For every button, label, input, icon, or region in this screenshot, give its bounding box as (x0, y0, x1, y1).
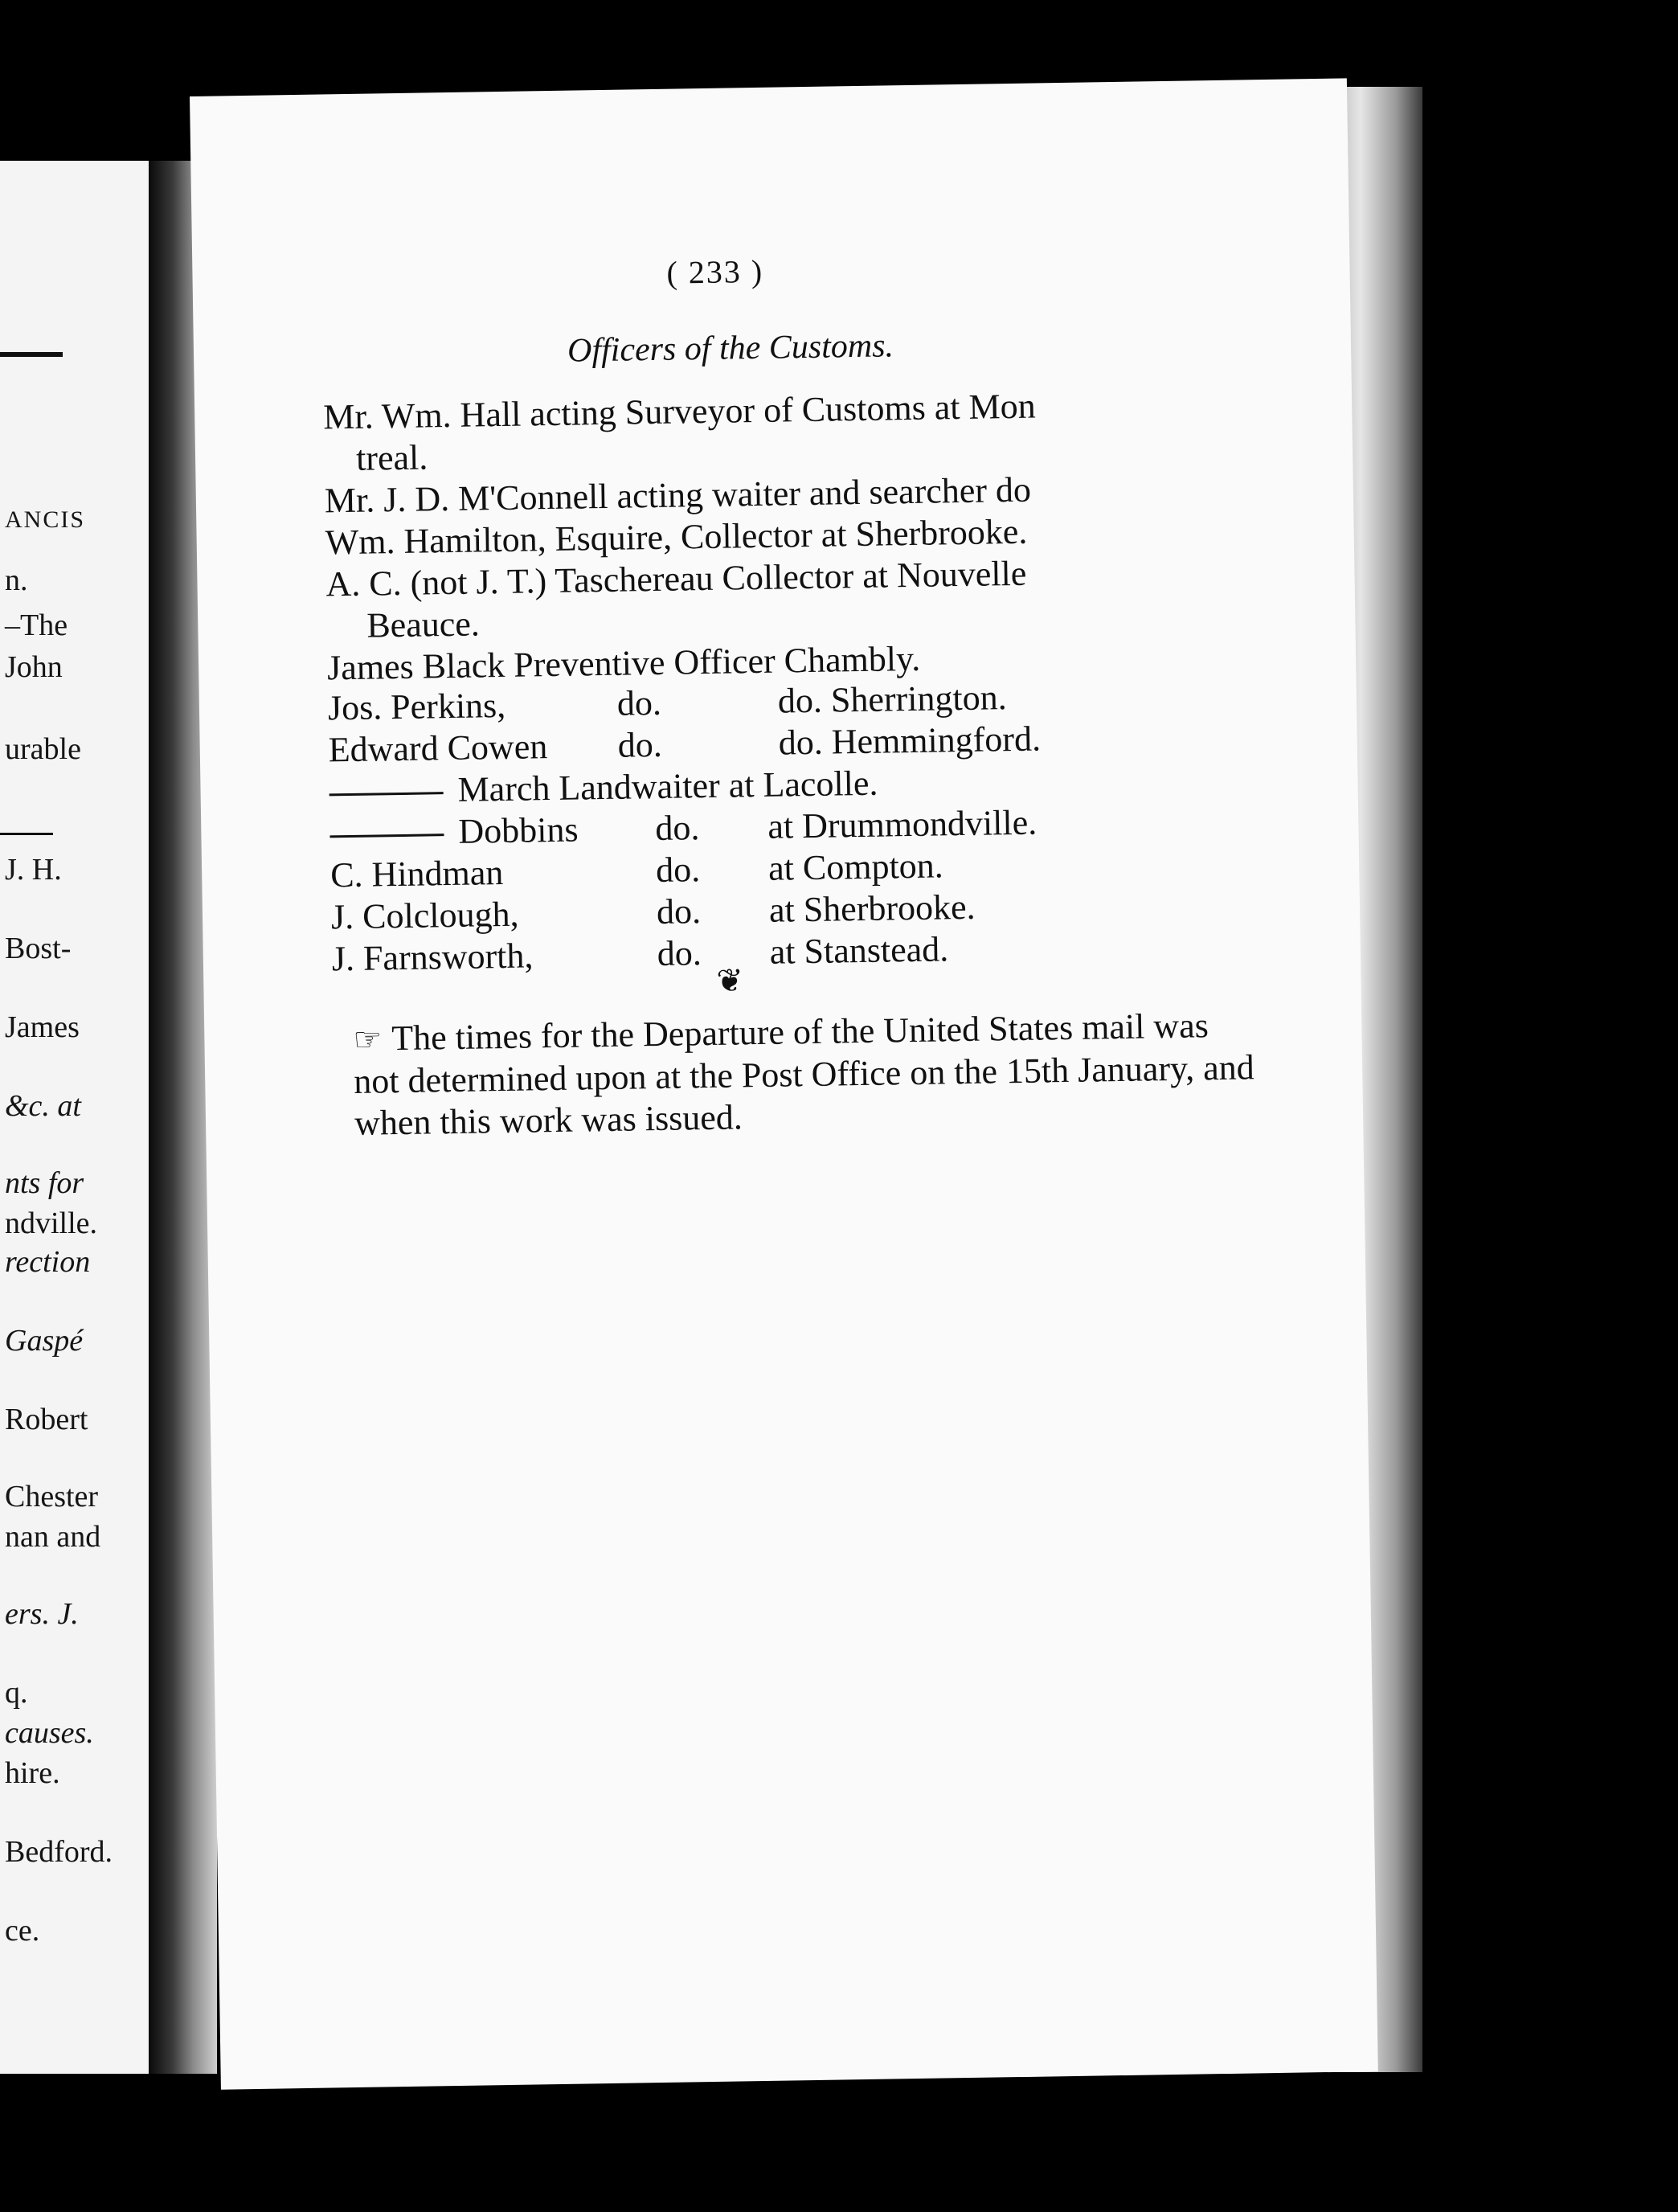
ditto-mark: do. (617, 724, 663, 765)
text-fragment: J. H. (5, 853, 62, 887)
table-row (329, 802, 1037, 852)
table-row (327, 678, 1008, 728)
officer-name: Jos. Perkins, (327, 685, 506, 728)
entry-line: Wm. Hamilton, Esquire, Collector at Sherbrooke. (325, 511, 1028, 563)
ditto-mark: do. (657, 933, 702, 973)
officer-station: at Drummondville. (767, 802, 1037, 846)
entry-line: Mr. J. D. M'Connell acting waiter and searcher do (324, 469, 1032, 521)
officer-station: at Stanstead. (769, 929, 949, 972)
pointing-hand-icon: ☞ (353, 1021, 383, 1058)
officer-station: at Compton. (767, 846, 944, 888)
ditto-mark: do. (616, 682, 662, 723)
entry-line: A. C. (not J. T.) Taschereau Collector at Nouvelle (325, 553, 1027, 604)
table-row (328, 719, 1042, 770)
text-fragment: Chester (5, 1480, 99, 1514)
text-fragment: ndville. (5, 1206, 98, 1240)
officer-station: at Sherbrooke. (768, 887, 976, 930)
text-fragment: nan and (5, 1520, 101, 1554)
text-fragment: Bedford. (5, 1835, 113, 1869)
officer-name: Edward Cowen (328, 727, 548, 770)
rule-divider (0, 352, 63, 357)
entry-line: Beauce. (366, 604, 481, 645)
text-fragment: &c. at (5, 1089, 81, 1123)
text-fragment: ers. J. (5, 1597, 79, 1631)
text-fragment: causes. (5, 1716, 94, 1750)
name-blank-dash (329, 793, 444, 797)
entry-line: Mr. Wm. Hall acting Surveyor of Customs at Mon (322, 386, 1037, 437)
officer-name: C. Hindman (329, 852, 504, 895)
rule-divider (0, 833, 53, 835)
entry-line: treal. (355, 437, 428, 478)
text-fragment: ANCIS (5, 506, 86, 533)
text-fragment: q. (5, 1676, 28, 1710)
officer-name: Dobbins (458, 809, 579, 851)
text-fragment: –The (5, 608, 68, 642)
table-row (330, 887, 976, 937)
text-fragment: n. (5, 563, 28, 597)
facing-page-fragment (0, 161, 173, 2074)
ditto-mark: do. (654, 808, 700, 849)
table-row (329, 763, 878, 810)
officer-name: March Landwaiter at Lacolle. (457, 763, 878, 809)
text-fragment: James (5, 1010, 80, 1044)
officer-station: do. Hemmingford. (778, 719, 1042, 763)
text-fragment: Robert (5, 1403, 88, 1436)
ditto-mark: do. (656, 891, 702, 932)
page-number: ( 233 ) (666, 252, 764, 291)
officer-name: J. Farnsworth, (331, 936, 534, 979)
name-blank-dash (329, 834, 444, 838)
fleuron-ornament: ❦ (716, 962, 744, 999)
ditto-mark: do. (655, 850, 701, 891)
page-title: Officers of the Customs. (567, 327, 894, 370)
entry-line: James Black Preventive Officer Chambly. (326, 638, 921, 688)
text-fragment: ce. (5, 1914, 40, 1948)
officer-station: do. Sherrington. (777, 678, 1008, 721)
officer-name: J. Colclough, (330, 894, 519, 937)
notice-text: The times for the Departure of the United States mail was not determined upon at the Post Office on the 15th January, and when this work was issued. (353, 1006, 1255, 1143)
text-fragment: John (5, 650, 63, 684)
text-fragment: urable (5, 732, 81, 766)
text-fragment: nts for (5, 1166, 84, 1200)
notice-paragraph (353, 1004, 1263, 1145)
text-fragment: Gaspé (5, 1324, 84, 1358)
text-fragment: hire. (5, 1756, 60, 1790)
table-row (331, 929, 949, 979)
table-row (329, 846, 944, 895)
text-fragment: Bost- (5, 932, 72, 965)
main-page (190, 78, 1378, 2089)
text-fragment: rection (5, 1245, 91, 1279)
